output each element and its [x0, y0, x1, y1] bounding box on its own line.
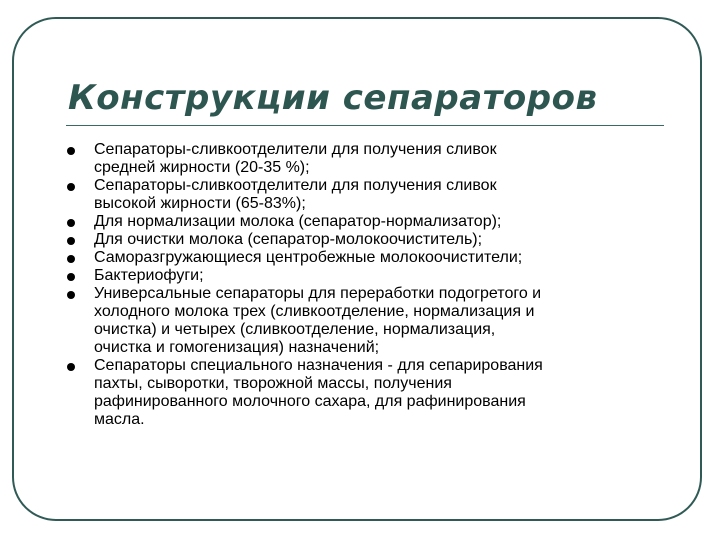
bullet-text-line: пахты, сыворотки, творожной массы, получения [94, 375, 452, 392]
bullet-dot-icon [67, 219, 75, 227]
bullet-item [66, 141, 676, 177]
bullet-text-line: очистка) и четырех (сливкоотделение, нормализация, [94, 321, 496, 338]
bullet-text-line: Сепараторы специального назначения - для сепарирования [94, 357, 543, 374]
bullet-item [66, 357, 676, 429]
bullet-item [66, 285, 676, 357]
bullet-text-line: Сепараторы-сливкоотделители для получения сливок [94, 177, 497, 194]
bullet-text-line: Сепараторы-сливкоотделители для получения сливок [94, 141, 497, 158]
bullet-text-line: Бактериофуги; [94, 267, 204, 284]
bullet-item [66, 249, 676, 267]
bullet-text-line: очистка и гомогенизация) назначений; [94, 339, 380, 356]
bullet-item [66, 213, 676, 231]
bullet-dot-icon [67, 183, 75, 191]
bullet-text-line: холодного молока трех (сливкоотделение, нормализация и [94, 303, 535, 320]
bullet-dot-icon [67, 291, 75, 299]
bullet-text-line: Для нормализации молока (сепаратор-нормализатор); [94, 213, 502, 230]
bullet-item [66, 177, 676, 213]
bullet-dot-icon [67, 237, 75, 245]
bullet-dot-icon [67, 147, 75, 155]
bullet-text-line: Универсальные сепараторы для переработки подогретого и [94, 285, 542, 302]
bullet-text-line: рафинированного молочного сахара, для рафинирования [94, 393, 526, 410]
bullet-text-line: масла. [94, 411, 145, 428]
bullet-dot-icon [67, 363, 75, 371]
bullet-text-line: Саморазгружающиеся центробежные молокоочистители; [94, 249, 523, 266]
bullet-item [66, 267, 676, 285]
bullet-text-line: средней жирности (20-35 %); [94, 159, 310, 176]
bullet-text-line: высокой жирности (65-83%); [94, 195, 306, 212]
title-underline [66, 125, 664, 126]
bullet-dot-icon [67, 273, 75, 281]
bullet-item [66, 231, 676, 249]
bullet-list [66, 141, 676, 429]
slide-title: Конструкции сепараторов [68, 78, 598, 118]
bullet-dot-icon [67, 255, 75, 263]
bullet-text-line: Для очистки молока (сепаратор-молокоочиститель); [94, 231, 483, 248]
